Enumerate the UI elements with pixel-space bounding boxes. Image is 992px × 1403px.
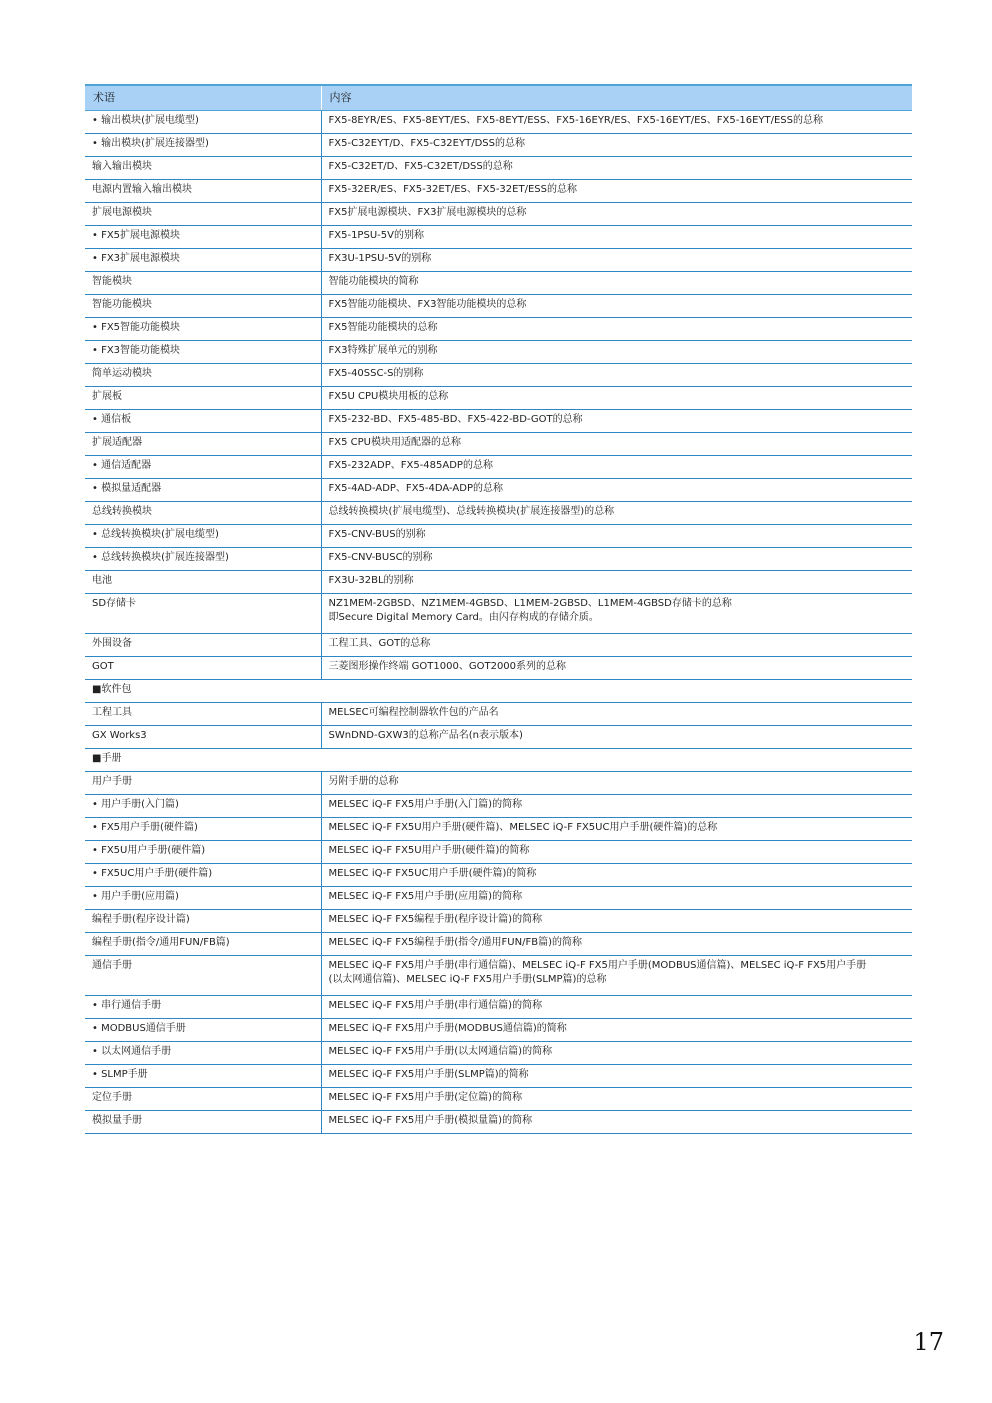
description-cell: FX3特殊扩展单元的别称 [321,341,912,364]
table-row [85,841,912,864]
description-cell: FX5-C32EYT/D、FX5-C32EYT/DSS的总称 [321,134,912,157]
description-cell: FX5U CPU模块用板的总称 [321,387,912,410]
table-row [85,726,912,749]
term-cell: • 串行通信手册 [85,996,321,1019]
table-row [85,1088,912,1111]
term-cell: 简单运动模块 [85,364,321,387]
description-cell: NZ1MEM-2GBSD、NZ1MEM-4GBSD、L1MEM-2GBSD、L1MEM-4GBSD存储卡的总称 即Secure Digital Memory Card。由闪存构成的存储介质。 [321,594,912,634]
term-cell: 智能模块 [85,272,321,295]
term-cell: • FX5用户手册(硬件篇) [85,818,321,841]
description-cell: MELSEC iQ-F FX5用户手册(串行通信篇)、MELSEC iQ-F FX5用户手册(MODBUS通信篇)、MELSEC iQ-F FX5用户手册 (以太网通信篇)、MELSEC iQ-F FX5用户手册(SLMP篇)的总称 [321,956,912,996]
table-row [85,657,912,680]
description-cell: MELSEC iQ-F FX5编程手册(程序设计篇)的简称 [321,910,912,933]
table-row [85,456,912,479]
term-cell: 电池 [85,571,321,594]
table-row [85,433,912,456]
term-cell: • FX5U用户手册(硬件篇) [85,841,321,864]
section-heading: ■手册 [85,749,912,772]
term-cell: 编程手册(指令/通用FUN/FB篇) [85,933,321,956]
term-cell: • 模拟量适配器 [85,479,321,502]
table-row [85,548,912,571]
table-row [85,525,912,548]
term-cell: • SLMP手册 [85,1065,321,1088]
term-cell: GX Works3 [85,726,321,749]
table-row [85,910,912,933]
term-cell: • 以太网通信手册 [85,1042,321,1065]
term-cell: 通信手册 [85,956,321,996]
term-cell: 工程工具 [85,703,321,726]
term-cell: • FX5扩展电源模块 [85,226,321,249]
table-row [85,479,912,502]
description-cell: FX5智能功能模块、FX3智能功能模块的总称 [321,295,912,318]
description-cell: FX3U-1PSU-5V的别称 [321,249,912,272]
table-row [85,1111,912,1134]
term-cell: 电源内置输入输出模块 [85,180,321,203]
section-heading: ■软件包 [85,680,912,703]
term-cell: • FX3扩展电源模块 [85,249,321,272]
terms-body [85,111,912,1134]
term-cell: 模拟量手册 [85,1111,321,1134]
term-cell: • 用户手册(入门篇) [85,795,321,818]
section-heading-row [85,749,912,772]
term-cell: 用户手册 [85,772,321,795]
term-cell: 扩展适配器 [85,433,321,456]
description-cell: MELSEC iQ-F FX5用户手册(入门篇)的简称 [321,795,912,818]
term-cell: SD存储卡 [85,594,321,634]
table-row [85,203,912,226]
term-cell: • FX5智能功能模块 [85,318,321,341]
table-row [85,318,912,341]
description-cell: FX5-CNV-BUSC的别称 [321,548,912,571]
table-row [85,180,912,203]
description-cell: FX5扩展电源模块、FX3扩展电源模块的总称 [321,203,912,226]
description-cell: MELSEC iQ-F FX5用户手册(定位篇)的简称 [321,1088,912,1111]
term-cell: • 通信板 [85,410,321,433]
table-row [85,387,912,410]
description-cell: MELSEC iQ-F FX5UC用户手册(硬件篇)的简称 [321,864,912,887]
section-heading-row [85,680,912,703]
description-cell: FX5-8EYR/ES、FX5-8EYT/ES、FX5-8EYT/ESS、FX5-16EYR/ES、FX5-16EYT/ES、FX5-16EYT/ESS的总称 [321,111,912,134]
description-cell: FX5智能功能模块的总称 [321,318,912,341]
description-cell: SWnDND-GXW3的总称产品名(n表示版本) [321,726,912,749]
header-term: 术语 [85,85,321,111]
description-cell: MELSEC iQ-F FX5用户手册(以太网通信篇)的简称 [321,1042,912,1065]
description-cell: FX5-C32ET/D、FX5-C32ET/DSS的总称 [321,157,912,180]
description-cell: FX5-4AD-ADP、FX5-4DA-ADP的总称 [321,479,912,502]
description-cell: 另附手册的总称 [321,772,912,795]
term-cell: GOT [85,657,321,680]
description-cell: FX5-232ADP、FX5-485ADP的总称 [321,456,912,479]
table-row [85,502,912,525]
table-row [85,295,912,318]
term-cell: 总线转换模块 [85,502,321,525]
table-row [85,226,912,249]
table-row [85,795,912,818]
term-cell: 外围设备 [85,634,321,657]
description-cell: FX5-1PSU-5V的别称 [321,226,912,249]
description-cell: MELSEC iQ-F FX5用户手册(MODBUS通信篇)的简称 [321,1019,912,1042]
term-cell: 定位手册 [85,1088,321,1111]
description-cell: FX5 CPU模块用适配器的总称 [321,433,912,456]
description-cell: 三菱图形操作终端 GOT1000、GOT2000系列的总称 [321,657,912,680]
table-row [85,594,912,634]
description-cell: MELSEC iQ-F FX5用户手册(串行通信篇)的简称 [321,996,912,1019]
term-cell: • 通信适配器 [85,456,321,479]
description-cell: FX5-40SSC-S的别称 [321,364,912,387]
description-cell: FX5-232-BD、FX5-485-BD、FX5-422-BD-GOT的总称 [321,410,912,433]
term-cell: 编程手册(程序设计篇) [85,910,321,933]
description-cell: 工程工具、GOT的总称 [321,634,912,657]
description-cell: MELSEC iQ-F FX5U用户手册(硬件篇)的简称 [321,841,912,864]
term-cell: • FX3智能功能模块 [85,341,321,364]
term-cell: • 总线转换模块(扩展连接器型) [85,548,321,571]
page-number: 17 [913,1328,944,1356]
term-cell: 输入输出模块 [85,157,321,180]
table-row [85,956,912,996]
description-cell: MELSEC iQ-F FX5用户手册(SLMP篇)的简称 [321,1065,912,1088]
header-content: 内容 [321,85,912,111]
table-row [85,364,912,387]
term-cell: • MODBUS通信手册 [85,1019,321,1042]
term-cell: 智能功能模块 [85,295,321,318]
table-row [85,571,912,594]
description-cell: 智能功能模块的简称 [321,272,912,295]
description-cell: FX3U-32BL的别称 [321,571,912,594]
table-row [85,272,912,295]
table-row [85,1019,912,1042]
table-row [85,157,912,180]
term-cell: • 总线转换模块(扩展电缆型) [85,525,321,548]
table-row [85,1065,912,1088]
term-cell: • 输出模块(扩展电缆型) [85,111,321,134]
table-row [85,933,912,956]
table-row [85,1042,912,1065]
table-row [85,410,912,433]
description-cell: FX5-32ER/ES、FX5-32ET/ES、FX5-32ET/ESS的总称 [321,180,912,203]
term-cell: 扩展板 [85,387,321,410]
table-row [85,111,912,134]
term-cell: • 用户手册(应用篇) [85,887,321,910]
table-row [85,996,912,1019]
table-row [85,341,912,364]
description-cell: MELSEC iQ-F FX5用户手册(应用篇)的简称 [321,887,912,910]
table-row [85,887,912,910]
table-row [85,864,912,887]
description-cell: MELSEC iQ-F FX5编程手册(指令/通用FUN/FB篇)的简称 [321,933,912,956]
description-cell: MELSEC iQ-F FX5用户手册(模拟量篇)的简称 [321,1111,912,1134]
description-cell: FX5-CNV-BUS的别称 [321,525,912,548]
description-cell: MELSEC iQ-F FX5U用户手册(硬件篇)、MELSEC iQ-F FX5UC用户手册(硬件篇)的总称 [321,818,912,841]
terms-table [85,84,912,1134]
table-row [85,703,912,726]
term-cell: 扩展电源模块 [85,203,321,226]
term-cell: • FX5UC用户手册(硬件篇) [85,864,321,887]
description-cell: 总线转换模块(扩展电缆型)、总线转换模块(扩展连接器型)的总称 [321,502,912,525]
table-row [85,249,912,272]
table-row [85,818,912,841]
table-row [85,772,912,795]
term-cell: • 输出模块(扩展连接器型) [85,134,321,157]
table-header-row [85,85,912,111]
description-cell: MELSEC可编程控制器软件包的产品名 [321,703,912,726]
table-row [85,634,912,657]
table-row [85,134,912,157]
